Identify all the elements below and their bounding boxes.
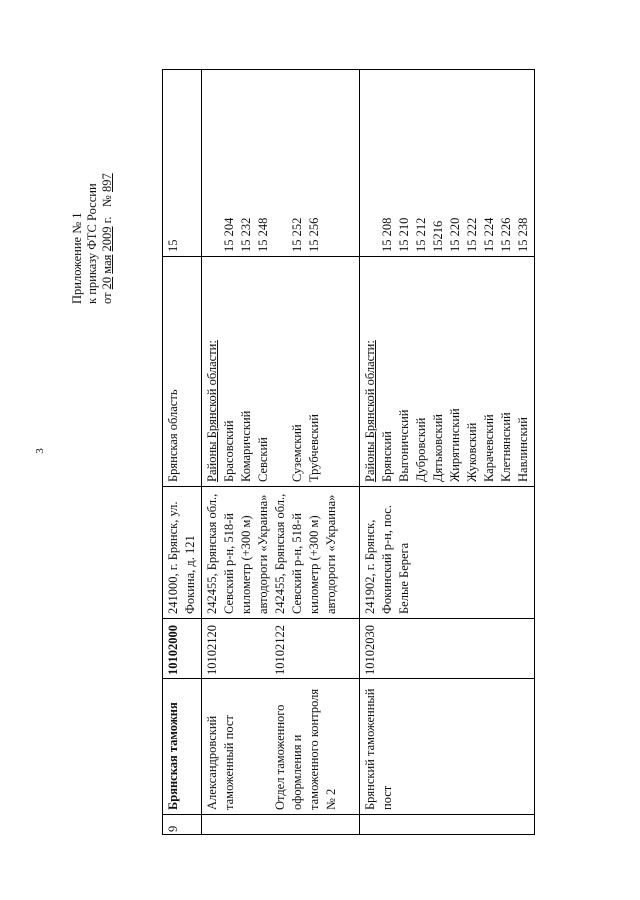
- post-code-cell: [360, 619, 535, 679]
- page-number: 3: [34, 448, 46, 454]
- post-code: 10102120: [205, 625, 219, 675]
- district-name: Дубровский: [414, 417, 428, 482]
- district-name: Выгоничский: [397, 409, 411, 482]
- post-address-cell: [360, 487, 535, 619]
- post-address: 242455, Брянская обл., Севский р-н, 518-й километр (+300 м) автодороги «Украина»: [205, 493, 270, 614]
- district-name: Навлинский: [516, 417, 530, 482]
- customs-name: Брянская таможня: [163, 679, 202, 815]
- post-code: 10102030: [363, 625, 377, 675]
- district-code: 15 222: [465, 217, 479, 252]
- post-code-cell: [202, 619, 360, 679]
- district-code: 15 224: [482, 217, 496, 252]
- districts-header: Районы Брянской области:: [205, 340, 219, 482]
- district-codes-cell: [360, 70, 535, 257]
- customs-table: [162, 69, 535, 835]
- district-code: 15 204: [222, 217, 236, 252]
- order-number-label: №: [100, 195, 114, 208]
- region-name: Брянская область: [163, 257, 202, 487]
- district-code: 15 256: [307, 217, 321, 252]
- post-name-cell: [202, 679, 360, 815]
- post-address: 241902, г. Брянск, Фокинский р-н, пос. Белые Берега: [363, 505, 411, 614]
- district-code: 15 238: [516, 217, 530, 252]
- district-code: 15 208: [380, 217, 394, 252]
- district-name: Дятьковский: [431, 414, 445, 482]
- district-code: 15 212: [414, 217, 428, 252]
- row-number: 9: [163, 815, 202, 835]
- district-name: Брасовский: [222, 420, 236, 482]
- district-name: Жуковский: [465, 422, 479, 482]
- district-codes-cell: [202, 70, 360, 257]
- district-name: Суземский: [290, 424, 304, 482]
- date-prefix: от: [100, 292, 114, 304]
- district-name: Севский: [256, 437, 270, 482]
- post-name: Александровский таможенный пост: [205, 715, 236, 810]
- district-name: Трубчевский: [307, 414, 321, 482]
- district-name: Карачевский: [482, 414, 496, 482]
- order-reference: к приказу ФТС России: [85, 183, 99, 304]
- districts-cell: [202, 257, 360, 487]
- district-code: 15 252: [290, 217, 304, 252]
- date-year-suffix: г.: [100, 216, 114, 224]
- district-name: Клетнянский: [499, 412, 513, 482]
- table-row: [163, 70, 202, 835]
- post-code: 10102122: [273, 625, 287, 675]
- district-code: 15216: [431, 220, 445, 252]
- district-code: 15 220: [448, 217, 462, 252]
- districts-header: Районы Брянской области:: [363, 340, 377, 482]
- district-code: 15 248: [256, 217, 270, 252]
- district-code: 15 210: [397, 217, 411, 252]
- district-name: Жирятинский: [448, 408, 462, 482]
- district-code: 15 226: [499, 217, 513, 252]
- table-row: [360, 70, 535, 835]
- post-address: 242455, Брянская обл., Севский р-н, 518-й километр (+300 м) автодороги «Украина»: [273, 493, 338, 614]
- appendix-title: Приложение № 1: [70, 212, 84, 304]
- district-name: Брянский: [380, 431, 394, 482]
- date-month: мая: [100, 254, 114, 274]
- table-row: [202, 70, 360, 835]
- date-day: 20: [100, 276, 114, 290]
- post-name: Отдел таможенного оформления и таможенного контроля № 2: [273, 688, 338, 810]
- order-date-line: [100, 74, 115, 304]
- date-year: 2009: [100, 226, 114, 252]
- customs-code: 10102000: [163, 619, 202, 679]
- region-code: 15: [163, 70, 202, 257]
- district-code: 15 232: [239, 217, 253, 252]
- customs-address: 241000, г. Брянск, ул. Фокина, д. 121: [163, 487, 202, 619]
- post-name-cell: [360, 679, 535, 815]
- post-address-cell: [202, 487, 360, 619]
- district-name: Комаричский: [239, 410, 253, 482]
- districts-cell: [360, 257, 535, 487]
- post-name: Брянский таможенный пост: [363, 688, 394, 810]
- order-number: 897: [100, 173, 114, 193]
- appendix-header: [70, 74, 140, 304]
- rotated-document: [70, 70, 590, 840]
